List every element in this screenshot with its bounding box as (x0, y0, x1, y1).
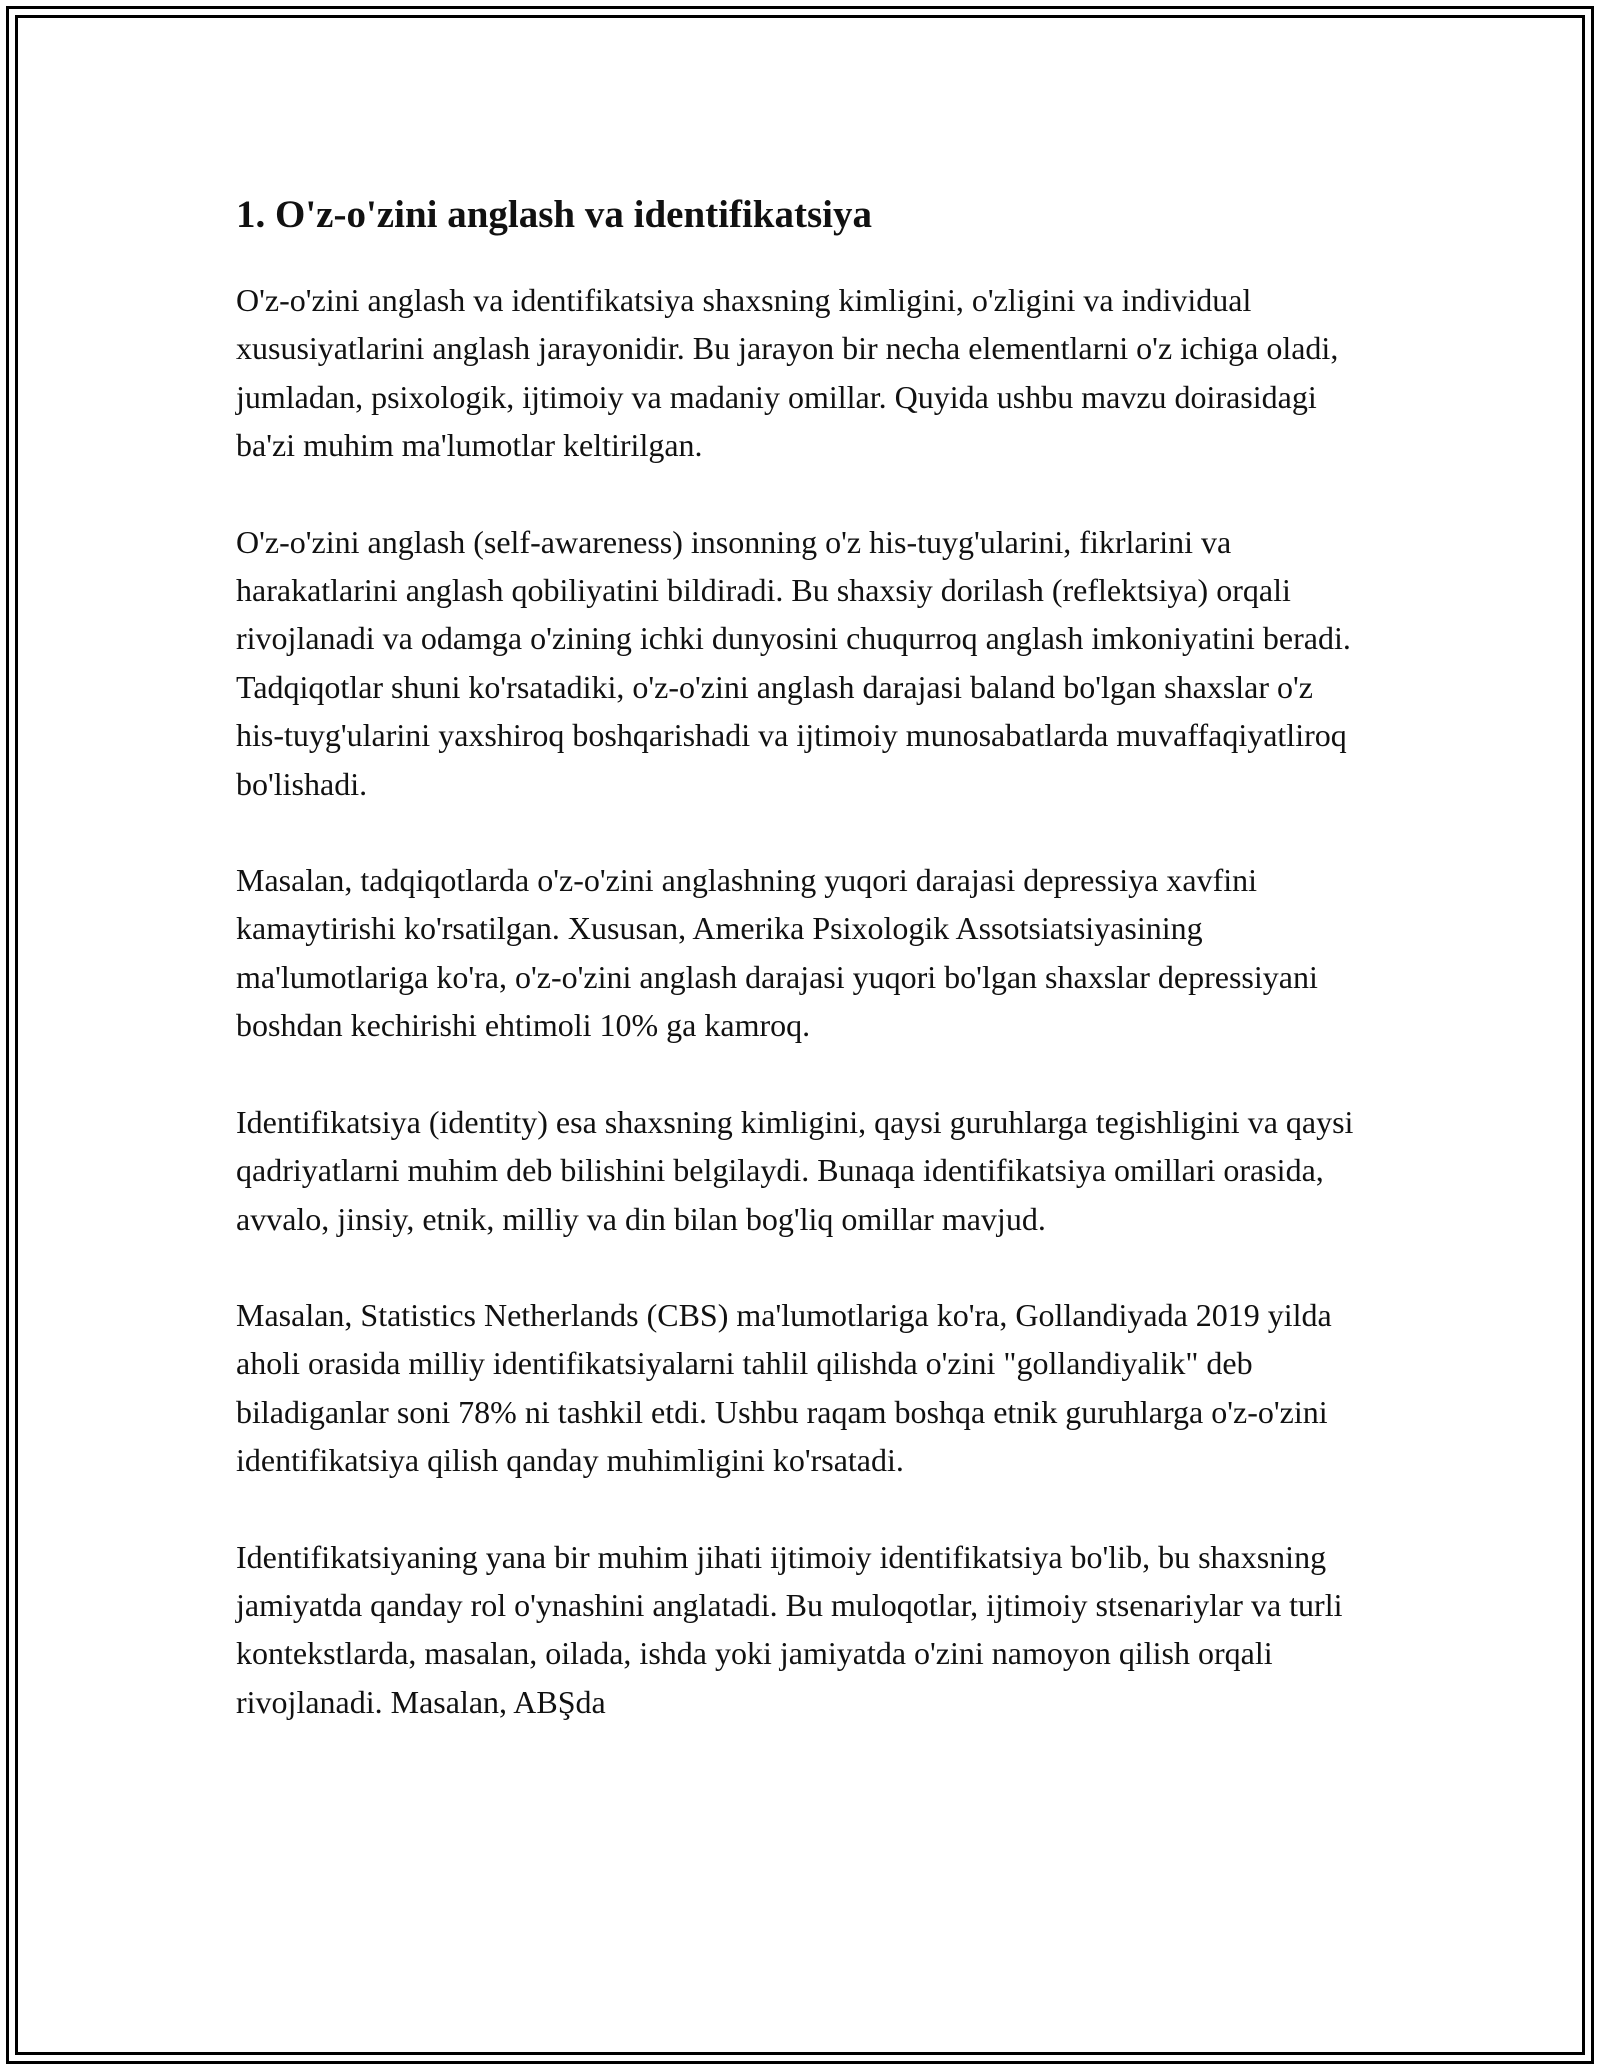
document-body (236, 190, 1366, 1774)
paragraph-4: Identifikatsiya (identity) esa shaxsning kimligini, qaysi guruhlarga tegishligini va qaysi qadriyatlarni muhim deb bilishini belgilaydi. Bunaqa identifikatsiya omillari orasida, avvalo, jinsiy, etnik, milliy va din bilan bog'liq omillar mavjud. (236, 1103, 1354, 1237)
paragraph-1: O'z-o'zini anglash va identifikatsiya shaxsning kimligini, o'zligini va individual xususiyatlarini anglash jarayonidir. Bu jarayon bir necha elementlarni o'z ichiga oladi, jumladan, psixologik, ijtimoiy va madaniy omillar. Quyida ushbu mavzu doirasidagi ba'zi muhim ma'lumotlar keltirilgan. (236, 282, 1339, 464)
paragraph-5: Masalan, Statistics Netherlands (CBS) ma'lumotlariga ko'ra, Gollandiyada 2019 yilda aholi orasida milliy identifikatsiyalarni tahlil qilishda o'zini "gollandiyalik" deb biladiganlar soni 78% ni tashkil etdi. Ushbu raqam boshqa etnik guruhlarga o'z-o'zini identifikatsiya qilish qanday muhimligini ko'rsatadi. (236, 1296, 1332, 1479)
paragraph-3: Masalan, tadqiqotlarda o'z-o'zini anglashning yuqori darajasi depressiya xavfini kamaytirishi ko'rsatilgan. Xususan, Amerika Psixologik Assotsiatsiyasining ma'lumotlariga ko'ra, o'z-o'zini anglash darajasi yuqori bo'lgan shaxslar depressiyani boshdan kechirishi ehtimoli 10% ga kamroq. (236, 862, 1318, 1044)
paragraph-6: Identifikatsiyaning yana bir muhim jihati ijtimoiy identifikatsiya bo'lib, bu shaxsning jamiyatda qanday rol o'ynashini anglatadi. Bu muloqotlar, ijtimoiy stsenariylar va turli kontekstlarda, masalan, oilada, ishda yoki jamiyatda o'zini namoyon qilish orqali rivojlanadi. Masalan, ABŞda (236, 1538, 1343, 1720)
section-heading: 1. O'z-o'zini anglash va identifikatsiya (236, 193, 872, 236)
paragraph-2: O'z-o'zini anglash (self-awareness) insonning o'z his-tuyg'ularini, fikrlarini va harakatlarini anglash qobiliyatini bildiradi. Bu shaxsiy dorilash (reflektsiya) orqali rivojlanadi va odamga o'zining ichki dunyosini chuqurroq anglash imkoniyatini beradi. Tadqiqotlar shuni ko'rsatadiki, o'z-o'zini anglash darajasi baland bo'lgan shaxslar o'z his-tuyg'ularini yaxshiroq boshqarishadi va ijtimoiy munosabatlarda muvaffaqiyatliroq bo'lishadi. (236, 523, 1351, 802)
